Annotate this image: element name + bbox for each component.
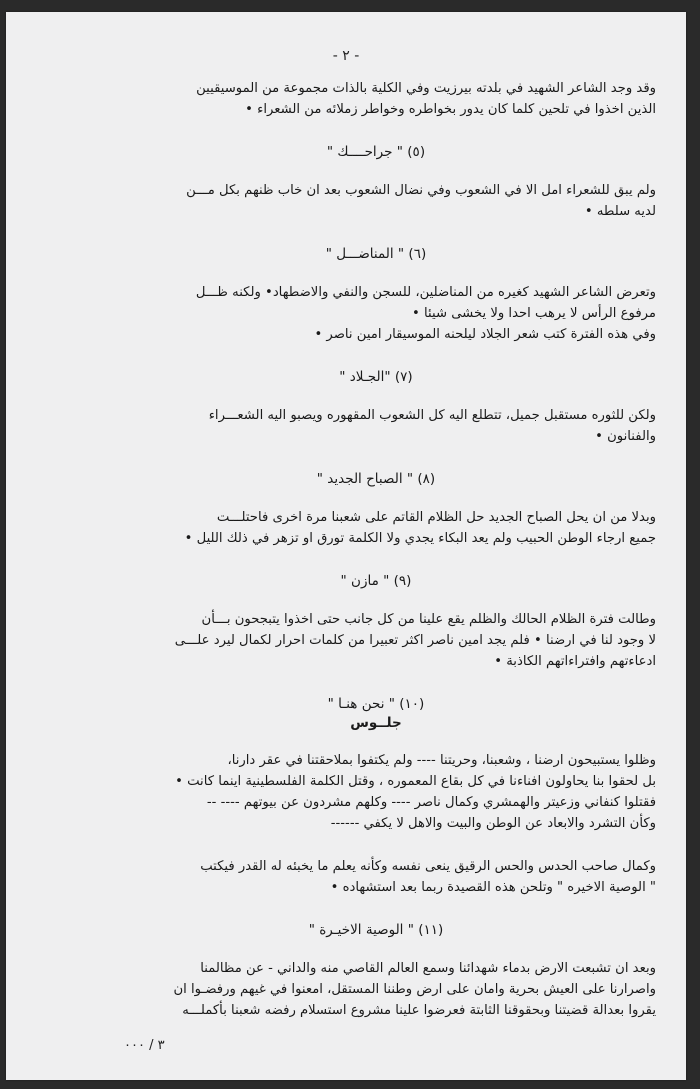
section-5-line-2: لديه سلطه • bbox=[584, 204, 656, 219]
section-10-line-1: وظلوا يستبيحون ارضنا ، وشعبنا، وحريتنا ---- ولم يكتفوا بملاحقتنا في عقر دارنا، bbox=[227, 753, 656, 768]
section-8-line-2: جميع ارجاء الوطن الحبيب ولم يعد البكاء يجدي ولا الكلمة تورق او تزهر في ذلك الليل • bbox=[184, 531, 656, 546]
section-11-line-3: يقروا بعدالة قضيتنا وبحقوقنا الثابتة فعرضوا علينا مشروع استسلام رفضه شعبنا بأكملـــه bbox=[182, 1003, 656, 1018]
intro-line-2: الذين اخذوا في تلحين كلما كان يدور بخواطره وخواطر زملائه من الشعراء • bbox=[245, 102, 656, 117]
section-6-line-1: وتعرض الشاعر الشهيد كغيره من المناضلين، للسجن والنفي والاضطهاد• ولكنه ظـــل bbox=[195, 285, 656, 300]
section-9-heading: (٩) " مازن " bbox=[340, 573, 412, 589]
section-5-line-1: ولم يبق للشعراء امل الا في الشعوب وفي نضال الشعوب بعد ان خاب ظنهم بكل مـــن bbox=[186, 183, 656, 198]
section-6-line-3: وفي هذه الفترة كتب شعر الجلاد ليلحنه الموسيقار امين ناصر • bbox=[314, 327, 656, 342]
section-8-heading: (٨) " الصباح الجديد " bbox=[316, 471, 436, 487]
section-7-heading: (٧) "الجـلاد " bbox=[339, 369, 413, 385]
section-11-line-1: وبعد ان تشبعت الارض بدماء شهدائنا وسمع العالم القاصي منه والداني - عن مظالمنا bbox=[200, 961, 656, 976]
section-10-line-3: فقتلوا كنفاني وزعيتر والهمشري وكمال ناصر ---- وكلهم مشردون عن بيوتهم ---- -- bbox=[206, 795, 656, 810]
document-page bbox=[6, 12, 686, 1080]
section-9-line-3: ادعاءتهم وافتراءاتهم الكاذبة • bbox=[494, 654, 656, 669]
kamal-line-1: وكمال صاحب الحدس والحس الرقيق ينعى نفسه وكأنه يعلم ما يخبئه له القدر فيكتب bbox=[200, 859, 656, 874]
section-11-heading: (١١) " الوصية الاخيـرة " bbox=[308, 922, 444, 938]
section-6-line-2: مرفوع الرأس لا يرهب احدا ولا يخشى شيئا • bbox=[412, 306, 656, 321]
kamal-line-2: " الوصية الاخيره " وتلحن هذه القصيدة ربما بعد استشهاده • bbox=[330, 880, 656, 895]
section-10-heading: (١٠) " نحن هنـا " bbox=[327, 696, 425, 712]
document-body bbox=[96, 78, 656, 1021]
section-11-line-2: واصرارنا على العيش بحرية وامان على ارض وطننا المستقل، امعنوا في غيهم ورفضـوا ان bbox=[173, 982, 656, 997]
section-6-heading: (٦) " المناضـــل " bbox=[325, 246, 427, 262]
section-10-line-2: بل لحقوا بنا يحاولون افناءنا في كل بقاع المعموره ، وقتل الكلمة الفلسطينية اينما كانت • bbox=[175, 774, 656, 789]
section-7-line-1: ولكن للثوره مستقبل جميل، تتطلع اليه كل الشعوب المقهوره ويصبو اليه الشعـــراء bbox=[208, 408, 656, 423]
section-10-subheading: جلــوس bbox=[350, 715, 402, 731]
section-5-heading: (٥) " جراحــــك " bbox=[326, 144, 426, 160]
section-8-line-1: وبدلا من ان يحل الصباح الجديد حل الظلام القاتم على شعبنا مرة اخرى فاحتلـــت bbox=[216, 510, 656, 525]
page-footer-continuation: ٣ / ٠٠٠ bbox=[124, 1038, 165, 1053]
page-number: - ٢ - bbox=[332, 48, 360, 64]
section-10-line-4: وكأن التشرد والابعاد عن الوطن والبيت والاهل لا يكفي ------ bbox=[330, 816, 656, 831]
section-7-line-2: والفنانون • bbox=[595, 429, 656, 444]
intro-line-1: وقد وجد الشاعر الشهيد في بلدته بيرزيت وفي الكلية بالذات مجموعة من الموسيقيين bbox=[196, 81, 656, 96]
section-9-line-2: لا وجود لنا في ارضنا • فلم يجد امين ناصر اكثر تعبيرا من كلمات احرار لكمال ليرد علـــى bbox=[174, 633, 656, 648]
section-9-line-1: وطالت فترة الظلام الحالك والظلم يقع علينا من كل جانب حتى اخذوا يتبجحون بـــأن bbox=[201, 612, 656, 627]
